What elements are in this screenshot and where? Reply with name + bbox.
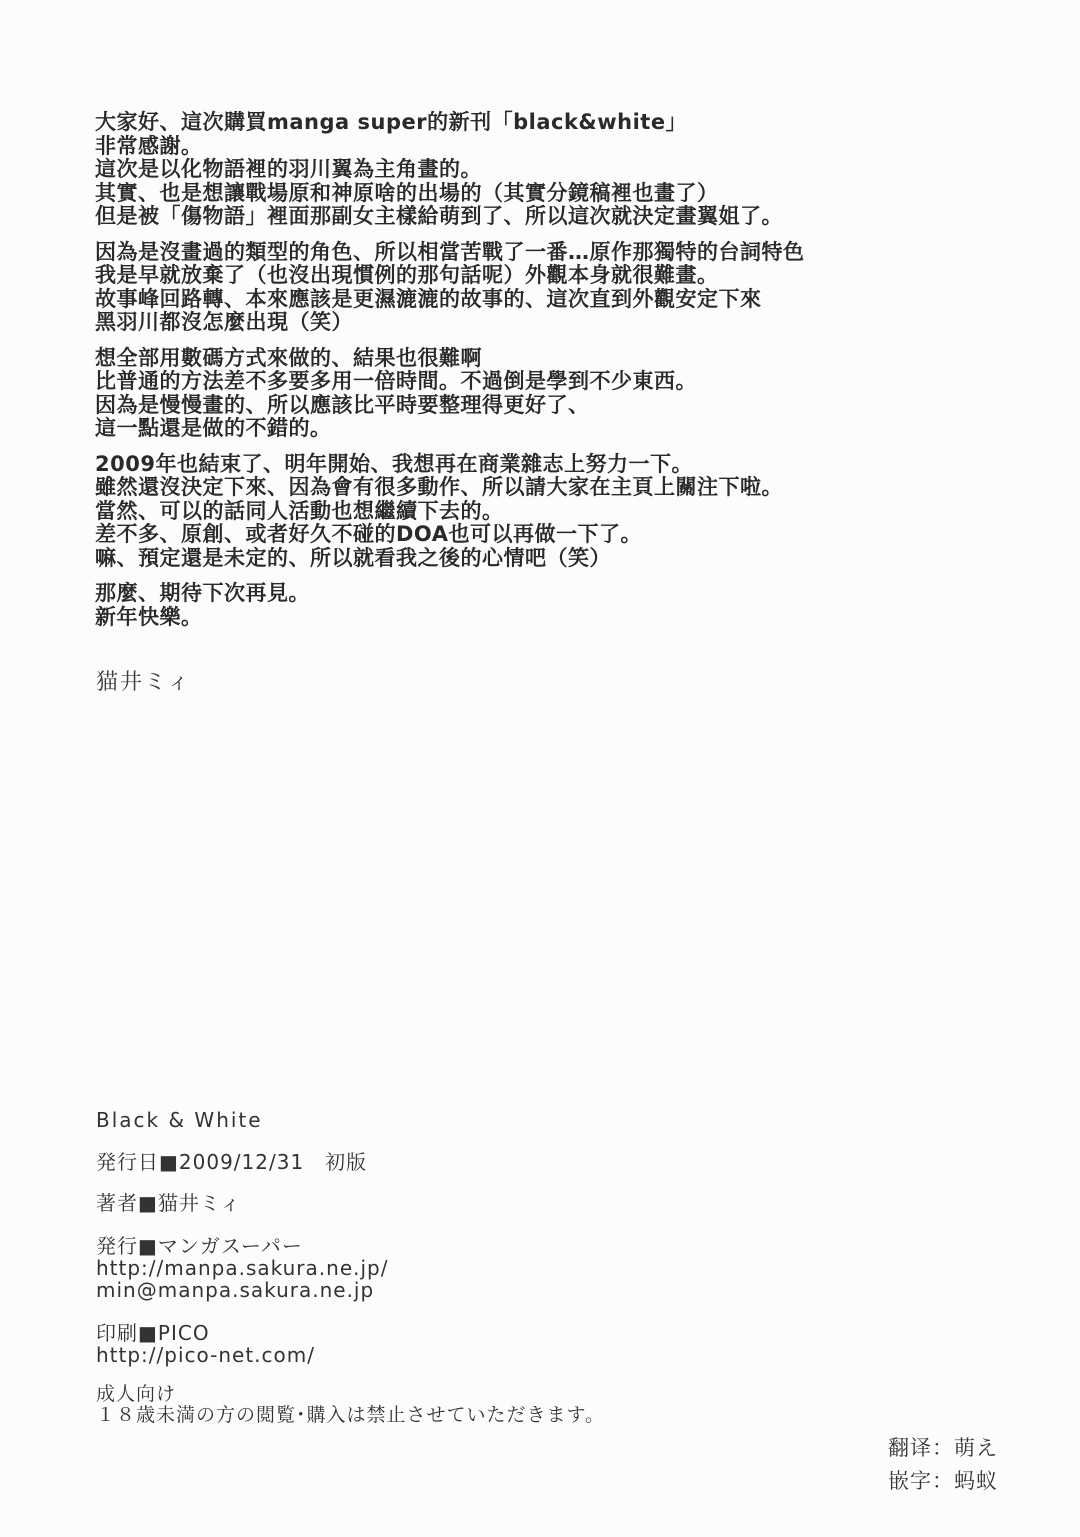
afterword-line: 但是被「傷物語」裡面那副女主樣給萌到了、所以這次就決定畫翼姐了。 [95,204,783,228]
translation-credits [888,1432,998,1498]
adult-notice-line: 成人向け [96,1383,177,1405]
afterword-line: 非常感謝。 [95,133,203,158]
adult-notice-line: １８歳未満の方の閲覧･購入は禁止させていただきます。 [96,1404,605,1426]
afterword-line: 想全部用數碼方式來做的、結果也很難啊 [95,345,482,370]
afterword-paragraph [95,111,1015,229]
afterword-line: 新年快樂。 [95,604,203,629]
afterword-line: 我是早就放棄了（也沒出現慣例的那句話呢）外觀本身就很難畫。 [95,263,719,287]
translator-credit: 翻译：萌え [888,1436,998,1460]
afterword-line: 這一點還是做的不錯的。 [95,416,332,440]
publisher-line: 発行■マンガスーパー [96,1234,303,1258]
afterword-line: 黑羽川都沒怎麼出現（笑） [95,310,353,334]
afterword-line: 故事峰回路轉、本來應該是更濕漉漉的故事的、這次直到外觀安定下來 [95,286,762,311]
adult-notice [96,1384,605,1426]
printer-block [96,1322,605,1366]
afterword-line: 其實、也是想讓戰場原和神原啥的出場的（其實分鏡稿裡也畫了） [95,180,719,205]
afterword-paragraph [95,453,1015,571]
publisher-block [96,1235,605,1301]
typesetter-credit: 嵌字：蚂蚁 [888,1469,998,1493]
afterword-line: 因為是慢慢畫的、所以應該比平時要整理得更好了、 [95,392,590,417]
afterword-paragraph [95,241,1015,335]
publisher-url: http://manpa.sakura.ne.jp/ [96,1256,389,1280]
afterword-line: 這次是以化物語裡的羽川翼為主角畫的。 [95,157,482,181]
afterword-line: 那麼、期待下次再見。 [95,581,310,605]
book-title: Black & White [96,1108,263,1132]
afterword-paragraph [95,347,1015,441]
printer-url: http://pico-net.com/ [96,1343,315,1367]
afterword-line: 因為是沒畫過的類型的角色、所以相當苦戰了一番…原作那獨特的台詞特色 [95,239,805,264]
printer-line: 印刷■PICO [96,1321,210,1345]
afterword-line: 2009年也結束了、明年開始、我想再在商業雜志上努力一下。 [95,451,693,476]
afterword-line: 比普通的方法差不多要多用一倍時間。不過倒是學到不少東西。 [95,369,697,393]
author-signature: 猫井ミィ [96,670,192,695]
afterword-line: 大家好、這次購買manga super的新刊「black&white」 [95,110,688,134]
afterword-line: 差不多、原創、或者好久不碰的DOA也可以再做一下了。 [95,522,642,546]
author-line: 著者■猫井ミィ [96,1191,242,1215]
afterword-line: 嘛、預定還是未定的、所以就看我之後的心情吧（笑） [95,545,611,570]
publish-date-line: 発行日■2009/12/31 初版 [96,1150,368,1174]
publisher-email: min@manpa.sakura.ne.jp [96,1278,375,1302]
afterword-text [95,111,1015,641]
afterword-paragraph [95,582,1015,629]
afterword-line: 雖然還沒決定下來、因為會有很多動作、所以請大家在主頁上關注下啦。 [95,475,783,499]
afterword-line: 當然、可以的話同人活動也想繼續下去的。 [95,498,504,523]
colophon [96,1108,605,1426]
